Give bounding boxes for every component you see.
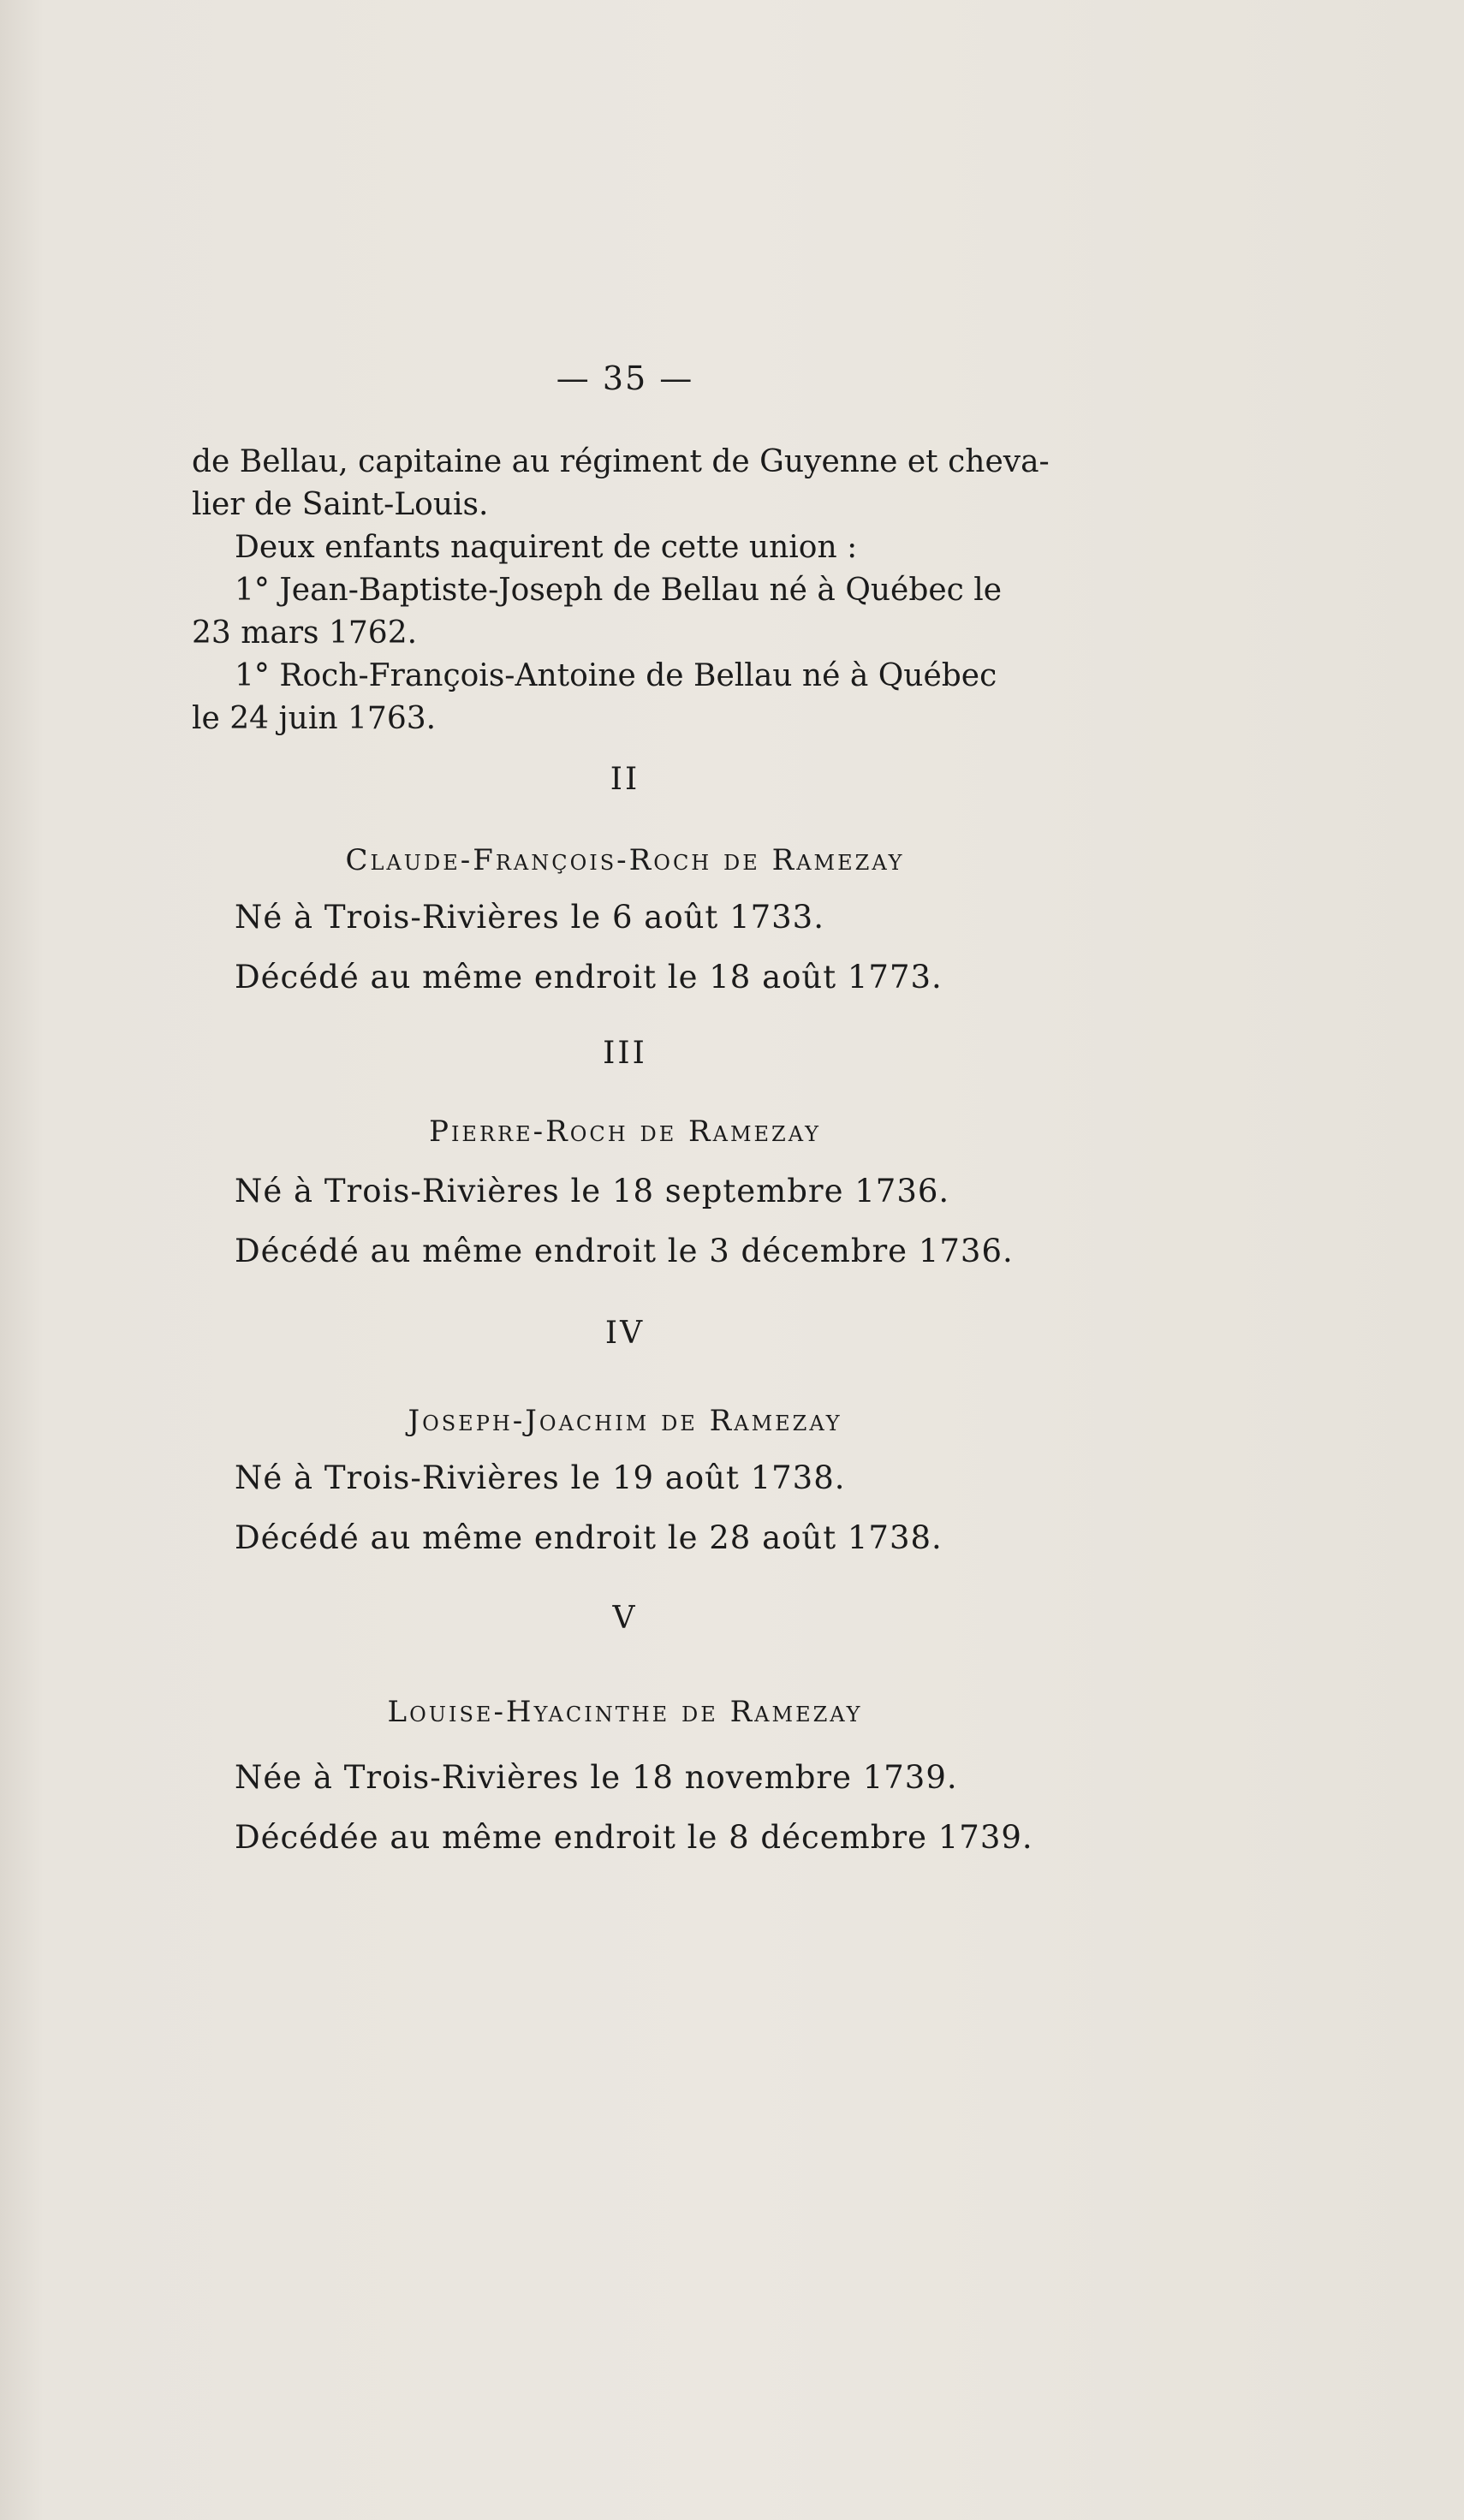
section-numeral-2: II — [610, 762, 640, 797]
death-entry-2: Décédé au même endroit le 18 août 1773. — [235, 959, 943, 996]
death-entry-4: Décédé au même endroit le 28 août 1738. — [235, 1519, 943, 1556]
birth-entry-5: Née à Trois-Rivières le 18 novembre 1739. — [235, 1759, 958, 1796]
section-heading-5: Louise-Hyacinthe de Ramezay — [387, 1695, 863, 1729]
death-entry-3: Décédé au même endroit le 3 décembre 1736. — [235, 1233, 1014, 1269]
intro-line-2: lier de Saint-Louis. — [192, 487, 489, 522]
intro-line-1-text: de Bellau, capitaine au régiment de Guyenne et cheva- — [192, 444, 1050, 479]
section-heading-2: Claude-François-Roch de Ramezay — [345, 843, 905, 877]
section-numeral-3: III — [603, 1036, 647, 1071]
intro-line-4: 1° Jean-Baptiste-Joseph de Bellau né à Québec le — [235, 573, 1003, 608]
intro-line-3: Deux enfants naquirent de cette union : — [235, 530, 858, 565]
section-numeral-4: IV — [604, 1316, 646, 1351]
section-heading-3: Pierre-Roch de Ramezay — [429, 1114, 821, 1149]
page-number: — 35 — — [556, 360, 694, 397]
intro-line-6: 1° Roch-François-Antoine de Bellau né à Québec — [235, 658, 997, 693]
section-numeral-5: V — [612, 1601, 638, 1636]
intro-line-1 — [192, 441, 1074, 484]
section-heading-4: Joseph-Joachim de Ramezay — [408, 1404, 842, 1438]
birth-entry-4: Né à Trois-Rivières le 19 août 1738. — [235, 1459, 846, 1496]
intro-line-5: 23 mars 1762. — [192, 615, 418, 651]
birth-entry-3: Né à Trois-Rivières le 18 septembre 1736. — [235, 1173, 950, 1209]
death-entry-5: Décédée au même endroit le 8 décembre 1739. — [235, 1819, 1033, 1856]
intro-line-7: le 24 juin 1763. — [192, 701, 437, 736]
intro-paragraphs — [192, 441, 1074, 740]
birth-entry-2: Né à Trois-Rivières le 6 août 1733. — [235, 899, 824, 936]
